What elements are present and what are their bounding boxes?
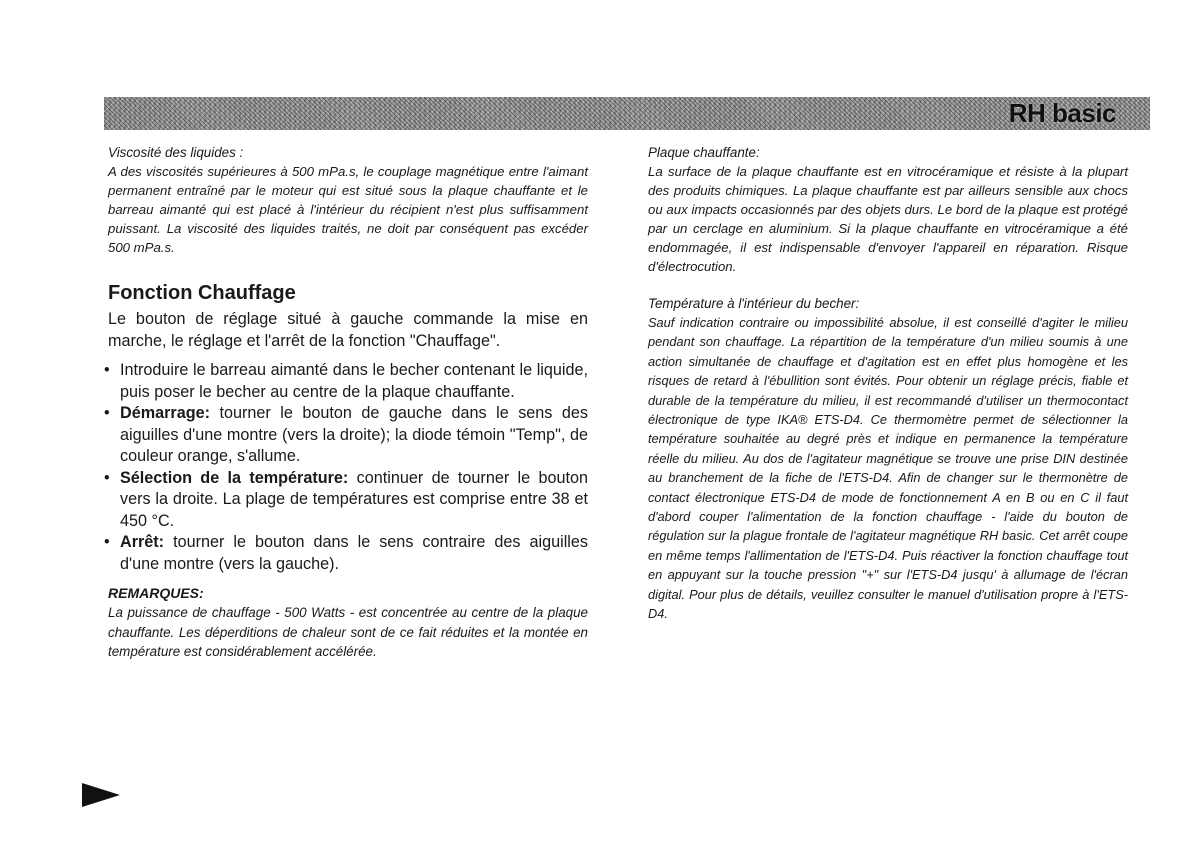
temperature-title: Température à l'intérieur du becher:: [648, 296, 860, 311]
remarks-text: La puissance de chauffage - 500 Watts - est concentrée au centre de la plaque chauffante. Les déperditions de chaleur sont de ce fait réduites et la montée en température est considérablement accélérée.: [108, 605, 588, 659]
list-item: [108, 532, 588, 575]
bullet-label: Démarrage:: [120, 404, 210, 422]
list-item: [108, 468, 588, 533]
header-title: RH basic: [1008, 98, 1116, 128]
left-column-top: [108, 143, 588, 257]
temperature-text: Sauf indication contraire ou impossibilité absolue, il est conseillé d'agiter le milieu pendant son chauffage. La répartition de la température d'un milieu soumis à une action simultanée de chauffage et d'agitation est en effet plus homogène et les risques de retard à l'ébullition sont évités. Pour obtenir un réglage précis, fiable et durable de la température du milieu, il est recommandé d'utiliser un thermocontact électronique de type IKA® ETS-D4. Ce thermomètre permet de sélectionner la température souhaitée au degré près et indique en permanence la température réelle du milieu. Au dos de l'agitateur magnétique se trouve une prise DIN destinée au branchement de la fiche de l'ETS-D4. Afin de changer sur le thermonètre de contact électronique ETS-D4 de mode de fonctionnement A en B ou en C il faut d'abord couper l'alimentation de la fonction chauffage - l'aide du bouton de régulation sur la plague frontale de l'agitateur magnétique RH basic. Cet arrêt coupe en même temps l'allimentation de l'ETS-D4. Puis réactiver la fonction chauffage tout en appuyant sur la touche pression "+" sur l'ETS-D4 jusqu' à allumage de l'écran digital. Pour plus de détails, veuillez consulter le manuel d'utilisation propre à l'ETS-D4.: [648, 315, 1128, 622]
remarks-title: REMARQUES:: [108, 585, 204, 601]
next-page-arrow-icon: [82, 783, 120, 807]
bullet-label: Arrêt:: [120, 533, 165, 551]
section-intro: Le bouton de réglage situé à gauche commande la mise en marche, le réglage et l'arrêt de la fonction "Chauffage".: [108, 310, 588, 350]
list-item: [108, 403, 588, 468]
bullet-text: tourner le bouton dans le sens contraire des aiguilles d'une montre (vers la gauche).: [120, 533, 588, 573]
section-title: Fonction Chauffage: [108, 282, 296, 304]
left-column-body: [108, 309, 588, 662]
right-column: [648, 143, 1128, 624]
plate-text: La surface de la plaque chauffante est en vitrocéramique et résiste à la plupart des produits chimiques. La plaque chauffante est par ailleurs sensible aux chocs ou aux impacts occasionnés par des objets durs. Le bord de la plaque est protégé par un cerclage en aluminium. Si la plaque chauffante en vitrocéramique a été endommagée, il est indispensable d'envoyer l'appareil en réparation. Risque d'électrocution.: [648, 164, 1128, 274]
bullet-text: Introduire le barreau aimanté dans le becher contenant le liquide, puis poser le becher au centre de la plaque chauffante.: [120, 361, 588, 401]
viscosity-text: A des viscosités supérieures à 500 mPa.s, le couplage magnétique entre l'aimant permanent entraîné par le moteur qui est situé sous la plaque chauffante et le barreau aimanté qui est placé à l'intérieur du récipient n'est plus suffisamment puissant. La viscosité des liquides traités, ne doit par conséquent pas excéder 500 mPa.s.: [108, 164, 588, 255]
instruction-list: [108, 360, 588, 575]
bullet-label: Sélection de la température:: [120, 468, 349, 487]
list-item: [108, 360, 588, 403]
header-band: [104, 97, 1150, 130]
bullet-text: continuer de tourner le bouton vers la droite. La plage de températures est comprise entre 38 et 450 °C.: [120, 468, 589, 530]
bullet-text: tourner le bouton de gauche dans le sens des aiguilles d'une montre (vers la droite); la diode témoin "Temp", de couleur orange, s'allume.: [120, 404, 588, 465]
plate-title: Plaque chauffante:: [648, 145, 760, 160]
viscosity-title: Viscosité des liquides :: [108, 145, 244, 160]
